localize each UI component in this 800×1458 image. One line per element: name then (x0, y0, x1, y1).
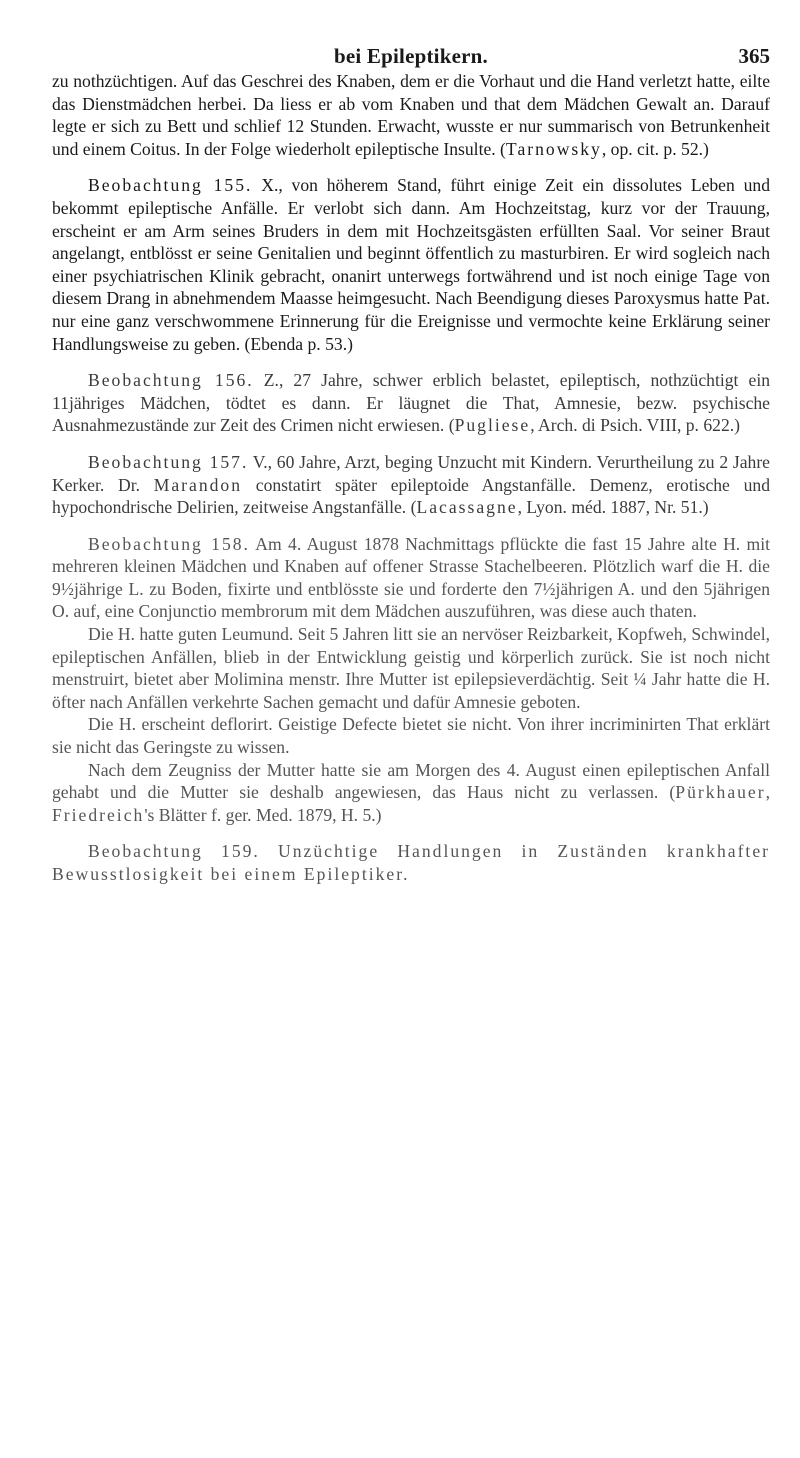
paragraph-text: V., 60 Jahre, Arzt, beging Unzucht mit Kindern. Verurtheilung zu 2 Jahre Kerker. Dr. (52, 451, 770, 495)
observation-heading: Beobachtung 158. (88, 533, 250, 554)
observation-156 (52, 369, 770, 437)
citation-ref: , Arch. di Psich. VIII, p. 622.) (530, 415, 741, 436)
paragraph (52, 759, 770, 827)
observation-159 (52, 840, 770, 885)
citation-ref: , op. cit. p. 52.) (601, 138, 709, 159)
paragraph-text: Am 4. August 1878 Nachmittags pflückte die fast 15 Jahre alte H. mit mehreren kleinen Mädchen und Knaben auf offener Strasse Stachelbeeren. Plötzlich warf die H. die 9½jährige L. zu Boden, fixirte und entblösste sie und forderte den 7½jährigen A. und den 5jährigen O. auf, eine Conjunctio membrorum mit dem Mädchen auszuführen, was diese auch thaten. (52, 533, 770, 622)
citation-author: Lacassagne (416, 497, 518, 518)
body-text (52, 70, 770, 886)
book-page (52, 0, 770, 1458)
paragraph-text: Die H. hatte guten Leumund. Seit 5 Jahren litt sie an nervöser Reizbarkeit, Kopfweh, Schwindel, epileptischen Anfällen, blieb in der Entwicklung geistig und körperlich zurück. Sie ist noch nicht menstruirt, bietet aber Molimina menstr. Ihre Mutter ist epilepsieverdächtig. Seit ¼ Jahr hatte die H. öfter nach Anfällen verkehrte Sachen gemacht und dafür Amnesie geboten. (52, 624, 770, 712)
running-header (52, 0, 770, 70)
citation-author: Tarnowsky (505, 138, 602, 159)
observation-heading: Beobachtung 159. (88, 841, 260, 862)
paragraph-text: Z., 27 Jahre, schwer erblich belastet, epileptisch, nothzüchtigt ein 11jähriges Mädchen, tödtet es dann. Er läugnet die That, Amnesie, bezw. psychische Ausnahmezustände zur Zeit des Crimen nicht erwiesen. ( (52, 370, 771, 436)
citation-ref: , Lyon. méd. 1887, Nr. 51.) (517, 497, 709, 518)
paragraph-text: Die H. erscheint deflorirt. Geistige Defecte bietet sie nicht. Von ihrer incriminirten That erklärt sie nicht das Geringste zu wissen. (52, 714, 770, 758)
observation-155 (52, 174, 770, 355)
citation-author: Pugliese (454, 415, 531, 436)
observation-157 (52, 451, 770, 519)
paragraph-text: zu nothzüchtigen. Auf das Geschrei des Knaben, dem er die Vorhaut und die Hand verletzt hatte, eilte das Dienstmädchen herbei. Da liess er ab vom Knaben und that dem Mädchen Gewalt an. Darauf legte er sich zu Bett und schlief 12 Stunden. Erwacht, wusste er nur summarisch von Betrunkenheit und einem Coitus. In der Folge wiederholt epileptische Insulte. ( (52, 71, 770, 159)
citation-ref: 's Blätter f. ger. Med. 1879, H. 5.) (144, 804, 382, 825)
observation-heading: Beobachtung 155. (88, 175, 253, 196)
page-number: 365 (738, 44, 770, 68)
observation-heading: Beobachtung 156. (88, 370, 254, 391)
citation-separator: , (765, 782, 770, 803)
person-name: Marandon (153, 474, 243, 495)
paragraph-text: constatirt später epileptoide Angstanfälle. Demenz, erotische und hypochondrische Delirien, zeitweise Angstanfälle. ( (52, 474, 770, 518)
observation-title: Unzüchtige Handlungen in Zuständen krankhafter Bewusstlosigkeit bei einem Epileptiker. (52, 841, 770, 884)
running-title: bei Epileptikern. (334, 44, 488, 68)
paragraph (52, 713, 770, 758)
citation-author: Friedreich (52, 804, 145, 825)
paragraph-text: X., von höherem Stand, führt einige Zeit ein dissolutes Leben und bekommt epileptische Anfälle. Er verlobt sich dann. Am Hochzeitstag, kurz vor der Trauung, erscheint er am Arm seines Bruders in dem mit Hochzeitsgästen erfüllten Saal. Vor seiner Braut angelangt, entblösst er seine Genitalien und beginnt öffentlich zu masturbiren. Er wird sogleich nach einer psychiatrischen Klinik gebracht, onanirt unterwegs fortwährend und ist noch einige Tage von diesem Drang in abnehmendem Maasse heimgesucht. Nach Beendigung dieses Paroxysmus hatte Pat. nur eine ganz verschwommene Erinnerung für die Ereignisse und vermochte keine Erklärung seiner Handlungsweise zu geben. (Ebenda p. 53.) (52, 175, 770, 354)
citation-author: Pürkhauer (675, 782, 766, 803)
observation-158 (52, 533, 770, 623)
paragraph-continuation (52, 70, 770, 160)
paragraph (52, 623, 770, 713)
observation-heading: Beobachtung 157. (88, 451, 249, 472)
paragraph-text: Nach dem Zeugniss der Mutter hatte sie am Morgen des 4. August einen epileptischen Anfall gehabt und die Mutter sie deshalb angewiesen, das Haus nicht zu verlassen. ( (52, 759, 770, 803)
